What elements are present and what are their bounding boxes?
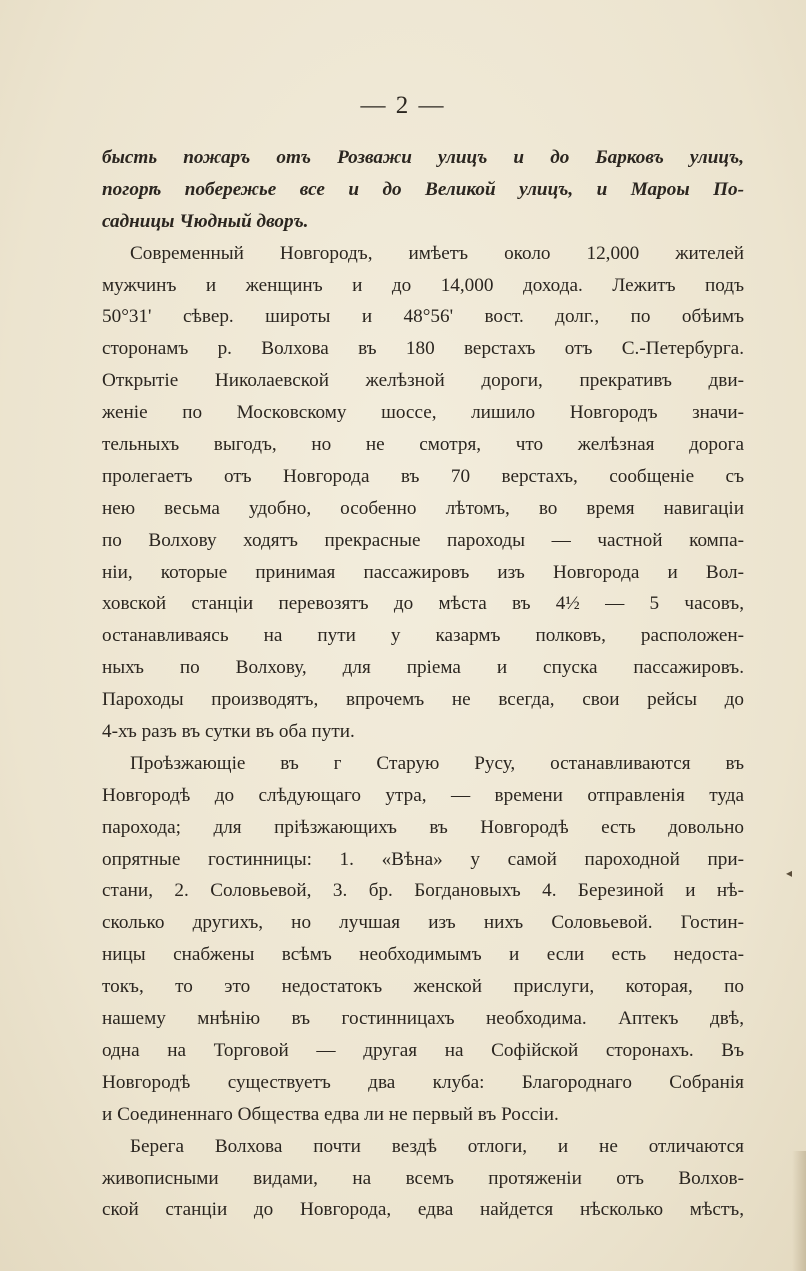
text-line: погорѣ побережье все и до Великой улицъ, и Мароы По-	[102, 178, 744, 200]
text-line: токъ, то это недостатокъ женской прислуги, которая, по	[102, 976, 744, 998]
text-line: пролегаетъ отъ Новгорода въ 70 верстахъ, сообщеніе съ	[102, 465, 744, 487]
text-line: Новгородѣ существуетъ два клуба: Благороднаго Собранія	[102, 1071, 744, 1093]
text-line: одна на Торговой — другая на Софійской сторонахъ. Въ	[102, 1039, 744, 1061]
body-text	[102, 142, 744, 1226]
text-line: ницы снабжены всѣмъ необходимымъ и если есть недоста-	[102, 944, 744, 966]
text-line: мужчинъ и женщинъ и до 14,000 дохода. Лежитъ подъ	[102, 274, 744, 296]
text-line: нею весьма удобно, особенно лѣтомъ, во время навигаціи	[102, 497, 744, 519]
text-line: стани, 2. Соловьевой, 3. бр. Богдановыхъ 4. Березиной и нѣ-	[102, 880, 744, 902]
text-line: останавливаясь на пути у казармъ полковъ, расположен-	[102, 625, 744, 647]
text-line: 4-хъ разъ въ сутки въ оба пути.	[102, 721, 355, 743]
page-number: — 2 —	[360, 92, 446, 119]
text-line: ніи, которые принимая пассажировъ изъ Новгорода и Вол-	[102, 561, 744, 583]
text-line: ныхъ по Волхову, для пріема и спуска пассажировъ.	[102, 657, 744, 679]
text-line: и Соединеннаго Общества едва ли не первый въ Россіи.	[102, 1103, 559, 1125]
text-line: женіе по Московскому шоссе, лишило Новгородъ значи-	[102, 402, 744, 424]
text-line: живописными видами, на всемъ протяженіи отъ Волхов-	[102, 1167, 744, 1189]
text-line: бысть пожаръ отъ Розважи улицъ и до Барковъ улицъ,	[102, 147, 744, 168]
text-line: Открытіе Николаевской желѣзной дороги, прекративъ дви-	[102, 370, 744, 392]
text-line: тельныхъ выгодъ, но не смотря, что желѣзная дорога	[102, 434, 744, 456]
text-line: Берега Волхова почти вездѣ отлоги, и не отличаются	[130, 1135, 744, 1157]
text-line: ховской станціи перевозятъ до мѣста въ 4½ — 5 часовъ,	[102, 593, 744, 615]
margin-mark: ◂	[786, 866, 793, 880]
text-line: по Волхову ходятъ прекрасные пароходы — частной компа-	[102, 529, 744, 551]
text-line: сколько другихъ, но лучшая изъ нихъ Соловьевой. Гостин-	[102, 912, 744, 934]
text-line: опрятные гостинницы: 1. «Вѣна» у самой пароходной при-	[102, 848, 744, 870]
text-line: Пароходы производятъ, впрочемъ не всегда, свои рейсы до	[102, 689, 744, 711]
text-line: Проѣзжающіе въ г Старую Русу, останавливаются въ	[130, 752, 744, 774]
text-line: Современный Новгородъ, имѣетъ около 12,000 жителей	[130, 242, 744, 264]
text-line: Новгородѣ до слѣдующаго утра, — времени отправленія туда	[102, 784, 744, 806]
text-line: сторонамъ р. Волхова въ 180 верстахъ отъ С.-Петербурга.	[102, 338, 744, 360]
text-line: садницы Чюдный дворъ.	[102, 210, 309, 232]
text-line: ской станціи до Новгорода, едва найдется нѣсколько мѣстъ,	[102, 1199, 744, 1221]
page-edge-shadow	[792, 1151, 806, 1271]
text-line: парохода; для пріѣзжающихъ въ Новгородѣ есть довольно	[102, 816, 744, 838]
text-line: 50°31' сѣвер. широты и 48°56' вост. долг., по обѣимъ	[102, 306, 744, 328]
text-line: нашему мнѣнію въ гостинницахъ необходима. Аптекъ двѣ,	[102, 1008, 744, 1030]
